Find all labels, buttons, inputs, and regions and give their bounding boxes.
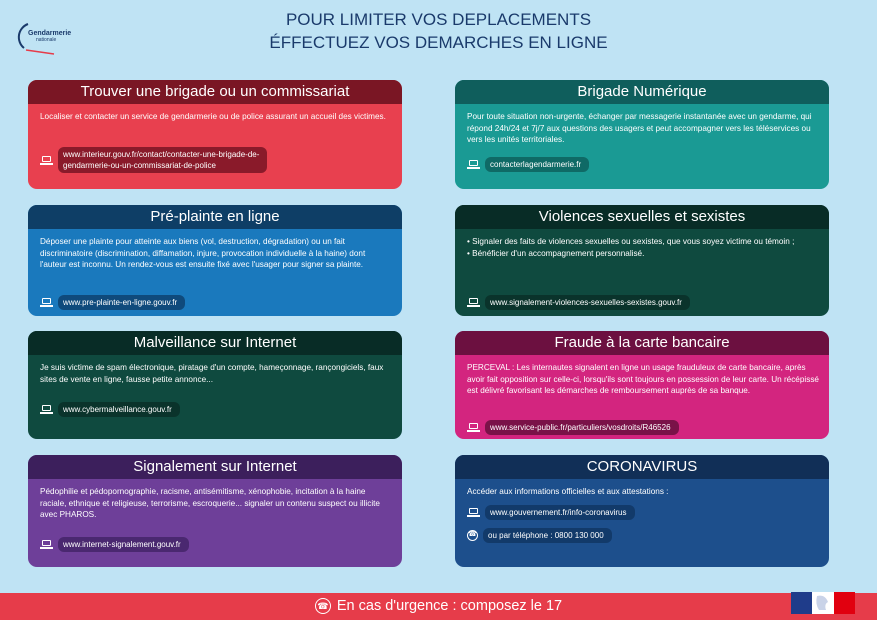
card-body: Je suis victime de spam électronique, piratage d'un compte, hameçonnage, rançongiciels, faux sites de vente en ligne, fausse petite annonce... xyxy=(40,363,384,384)
card-title: Fraude à la carte bancaire xyxy=(455,331,829,355)
card-phone-row xyxy=(467,528,612,543)
card-signalement xyxy=(28,455,402,567)
footer-text xyxy=(0,593,877,620)
card-title: CORONAVIRUS xyxy=(455,455,829,479)
marianne-logo-icon xyxy=(791,592,855,614)
laptop-icon xyxy=(467,298,480,307)
link-pill[interactable]: www.signalement-violences-sexuelles-sexistes.gouv.fr xyxy=(485,295,690,310)
page-title xyxy=(0,8,877,54)
card-title: Malveillance sur Internet xyxy=(28,331,402,355)
card-body: Accéder aux informations officielles et aux attestations : xyxy=(467,487,669,496)
card-body xyxy=(467,236,819,259)
card-brigade-numerique xyxy=(455,80,829,189)
link-pill[interactable]: www.internet-signalement.gouv.fr xyxy=(58,537,189,552)
footer-label: En cas d'urgence : composez le 17 xyxy=(336,598,563,614)
card-body: Pédophilie et pédopornographie, racisme, antisémitisme, xénophobie, incitation à la haine raciale, ethnique et religieuse, terrorisme, escroquerie... signaler un contenu suspect ou illicite avec PHAROS. xyxy=(40,487,380,519)
card-body: Localiser et contacter un service de gendarmerie ou de police assurant un accueil des victimes. xyxy=(40,112,386,121)
card-body: Pour toute situation non-urgente, échanger par messagerie instantanée avec un gendarme, qui répond 24h/24 et 7j/7 aux questions des usagers et peut accompagner vers les téléservices ou vers les unités territoriales. xyxy=(467,112,812,144)
link-pill[interactable]: www.cybermalveillance.gouv.fr xyxy=(58,402,180,417)
link-pill[interactable]: www.gouvernement.fr/info-coronavirus xyxy=(485,505,635,520)
card-title: Pré-plainte en ligne xyxy=(28,205,402,229)
card-malveillance xyxy=(28,331,402,439)
card-brigade xyxy=(28,80,402,189)
bullet-2: • Bénéficier d'un accompagnement personnalisé. xyxy=(467,248,645,258)
card-coronavirus xyxy=(455,455,829,567)
card-link-row xyxy=(40,147,267,173)
card-title: Signalement sur Internet xyxy=(28,455,402,479)
card-body: PERCEVAL : Les internautes signalent en ligne un usage frauduleux de carte bancaire, après avoir fait opposition sur celle-ci, lorsqu'ils sont toujours en possession de leur carte. Un récépissé est délivré favorisant les démarches de remboursement auprès de sa banque. xyxy=(467,363,819,395)
link-line2[interactable]: gendarmerie-ou-un-commissariat-de-police xyxy=(63,161,216,170)
link-line1[interactable]: www.interieur.gouv.fr/contact/contacter-une-brigade-de- xyxy=(63,150,260,159)
link-pill[interactable] xyxy=(58,147,267,173)
bullet-1: • Signaler des faits de violences sexuelles ou sexistes, que vous soyez victime ou témoin ; xyxy=(467,237,795,246)
card-link-row xyxy=(40,537,189,552)
logo-name: Gendarmerie xyxy=(28,30,72,37)
link-pill[interactable]: www.pre-plainte-en-ligne.gouv.fr xyxy=(58,295,185,310)
card-link-row xyxy=(467,420,679,435)
card-body: Déposer une plainte pour atteinte aux biens (vol, destruction, dégradation) ou un fait discriminatoire (discrimination, diffamation, injure, provocation individuelle à la haine) dont l'auteur est inconnu. Un rendez-vous est ensuite fixé avec l'usager pour signer sa plainte. xyxy=(40,237,366,269)
gendarmerie-logo xyxy=(14,18,84,58)
laptop-icon xyxy=(467,160,480,169)
laptop-icon xyxy=(467,508,480,517)
card-title: Trouver une brigade ou un commissariat xyxy=(28,80,402,104)
title-line1: POUR LIMITER VOS DEPLACEMENTS xyxy=(285,10,592,29)
laptop-icon xyxy=(40,540,53,549)
card-pre-plainte xyxy=(28,205,402,316)
card-fraude xyxy=(455,331,829,439)
card-link-row xyxy=(467,157,589,172)
logo-sub: nationale xyxy=(36,37,57,43)
card-link-row xyxy=(467,295,690,310)
card-link-row xyxy=(467,505,635,520)
laptop-icon xyxy=(40,405,53,414)
emergency-footer xyxy=(0,593,877,620)
link-pill[interactable]: www.service-public.fr/particuliers/vosdroits/R46526 xyxy=(485,420,679,435)
card-violences xyxy=(455,205,829,316)
card-link-row xyxy=(40,295,185,310)
title-line2: ÉFFECTUEZ VOS DEMARCHES EN LIGNE xyxy=(269,33,608,52)
phone-icon: ☎ xyxy=(315,598,331,614)
card-title: Violences sexuelles et sexistes xyxy=(455,205,829,229)
laptop-icon xyxy=(40,298,53,307)
card-link-row xyxy=(40,402,180,417)
phone-icon: ☎ xyxy=(467,530,478,541)
link-pill[interactable]: contacterlagendarmerie.fr xyxy=(485,157,589,172)
card-title: Brigade Numérique xyxy=(455,80,829,104)
laptop-icon xyxy=(467,423,480,432)
phone-pill[interactable]: ou par téléphone : 0800 130 000 xyxy=(483,528,612,543)
laptop-icon xyxy=(40,156,53,165)
